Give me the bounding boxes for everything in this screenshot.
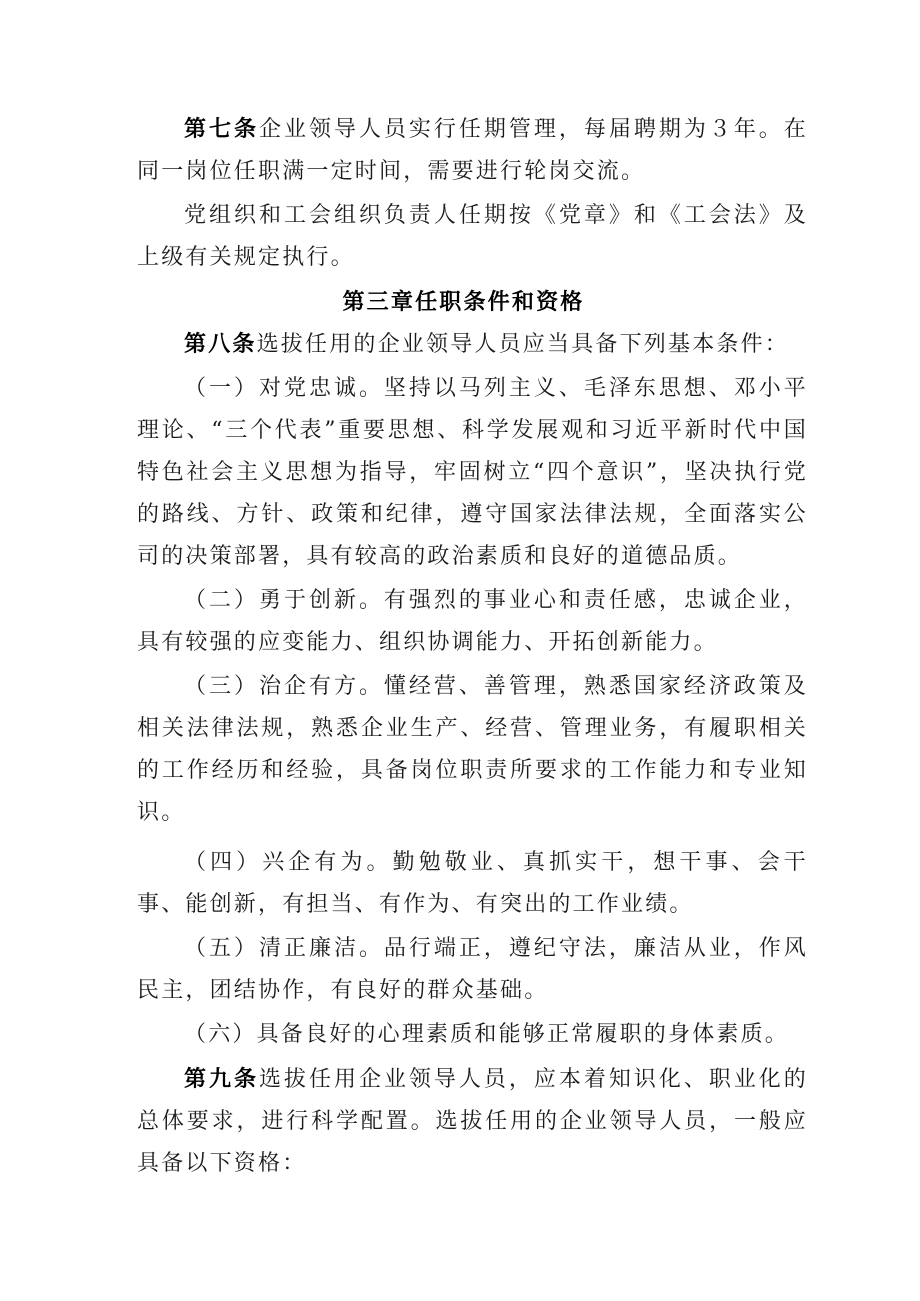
condition-2: （二）勇于创新。有强烈的事业心和责任感，忠诚企业，具有较强的应变能力、组织协调能力、开拓创新能力。 [137,588,808,655]
chapter-3-title: 第三章任职条件和资格 [342,289,585,315]
article-7-paragraph [137,108,808,193]
article-9-paragraph [137,1058,808,1185]
article-8-text: 选拔任用的企业领导人员应当具备下列基本条件： [256,332,790,357]
condition-6: （六）具备良好的心理素质和能够正常履职的身体素质。 [184,1022,790,1047]
article-9-label: 第九条 [184,1066,259,1092]
condition-4: （四）兴企有为。勤勉敬业、真抓实干，想干事、会干事、能创新，有担当、有作为、有突出的工作业绩。 [137,850,808,917]
condition-5: （五）清正廉洁。品行端正，遵纪守法，廉洁从业，作风民主，团结协作，有良好的群众基础。 [137,936,808,1003]
condition-1: （一）对党忠诚。坚持以马列主义、毛泽东思想、邓小平理论、“三个代表”重要思想、科学发展观和习近平新时代中国特色社会主义思想为指导，牢固树立“四个意识”，坚决执行党的路线、方针、政策和纪律，遵守国家法律法规，全面落实公司的决策部署，具有较高的政治素质和良好的道德品质。 [137,376,808,569]
article-7-text: 企业领导人员实行任期管理，每届聘期为３年。在同一岗位任职满一定时间，需要进行轮岗交流。 [137,117,808,184]
article-8-label: 第八条 [184,331,257,357]
condition-3: （三）治企有方。懂经营、善管理，熟悉国家经济政策及相关法律法规，熟悉企业生产、经营、管理业务，有履职相关的工作经历和经验，具备岗位职责所要求的工作能力和专业知识。 [137,674,808,825]
article-7-label: 第七条 [184,116,259,142]
article-7-paragraph-2: 党组织和工会组织负责人任期按《党章》和《工会法》及上级有关规定执行。 [137,203,808,270]
article-9-text: 选拔任用企业领导人员，应本着知识化、职业化的总体要求，进行科学配置。选拔任用的企业领导人员，一般应具备以下资格： [137,1067,808,1176]
article-8-paragraph [137,323,808,366]
